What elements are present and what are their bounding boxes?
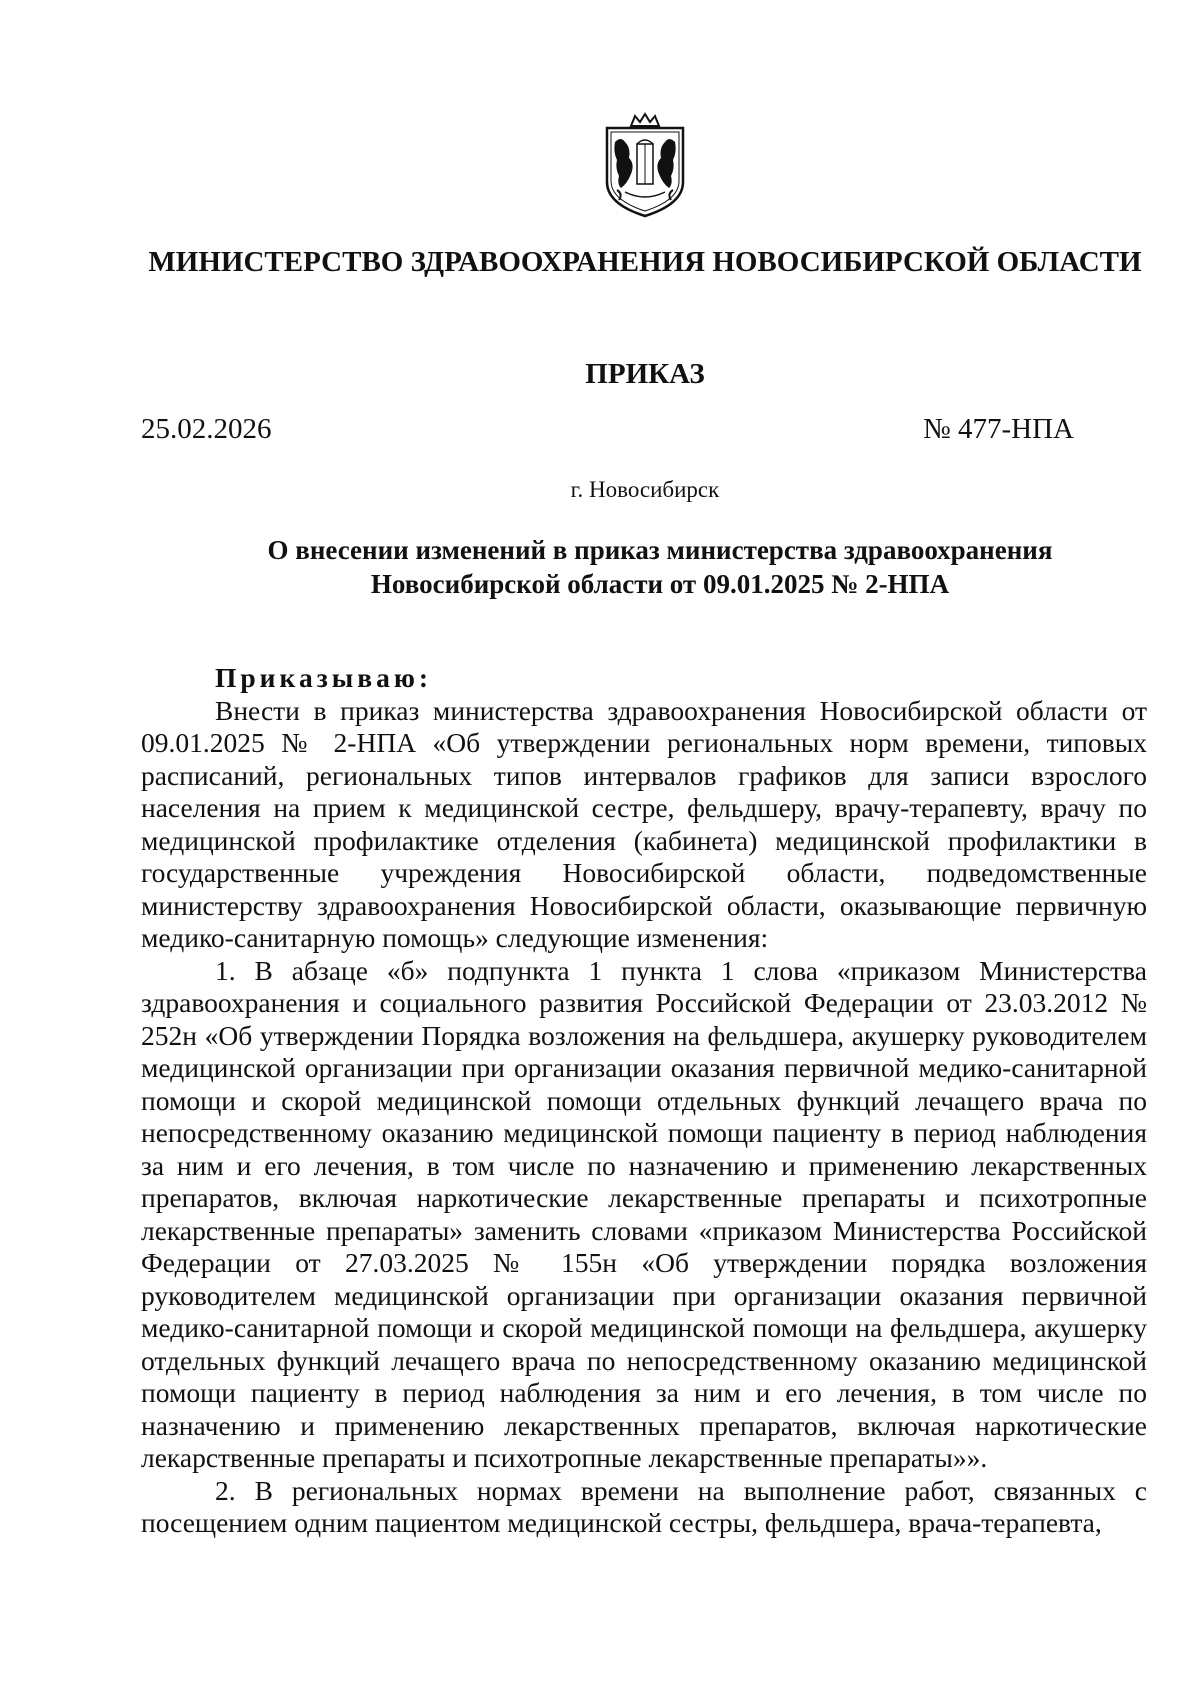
document-date: 25.02.2026 xyxy=(141,413,272,445)
intro-paragraph: Внести в приказ министерства здравоохранения Новосибирской области от 09.01.2025 № 2-НПА «Об утверждении региональных норм времени, типовых расписаний, региональных типов интервалов графиков для записи взрослого населения на прием к медицинской сестре, фельдшеру, врачу-терапевту, врачу по медицинской профилактике отделения (кабинета) медицинской профилактики в государственные учреждения Новосибирской области, подведомственные министерству здравоохранения Новосибирской области, оказывающие первичную медико-санитарную помощь» следующие изменения: xyxy=(141,694,1147,953)
document-number: № 477-НПА xyxy=(923,413,1074,445)
document-city: г. Новосибирск xyxy=(570,477,720,502)
document-body xyxy=(141,662,1147,1540)
subject-line-2: Новосибирской области от 09.01.2025 № 2-НПА xyxy=(370,569,950,599)
item-2-paragraph: 2. В региональных нормах времени на выполнение работ, связанных с посещением одним пациентом медицинской сестры, фельдшера, врача-терапевта, xyxy=(141,1474,1147,1538)
item-1-paragraph: 1. В абзаце «б» подпункта 1 пункта 1 слова «приказом Министерства здравоохранения и социального развития Российской Федерации от 23.03.2012 № 252н «Об утверждении Порядка возложения на фельдшера, акушерку руководителем медицинской организации при организации оказания первичной медико-санитарной помощи и скорой медицинской помощи отдельных функций лечащего врача по непосредственному оказанию медицинской помощи пациенту в период наблюдения за ним и его лечения, в том числе по назначению и применению лекарственных препаратов, включая наркотические лекарственные препараты и психотропные лекарственные препараты» заменить словами «приказом Министерства Российской Федерации от 27.03.2025 № 155н «Об утверждении порядка возложения руководителем медицинской организации при организации оказания первичной медико-санитарной помощи и скорой медицинской помощи на фельдшера, акушерку отдельных функций лечащего врача по непосредственному оказанию медицинской помощи пациенту в период наблюдения за ним и его лечения, в том числе по назначению и применению лекарственных препаратов, включая наркотические лекарственные препараты и психотропные лекарственные препараты»». xyxy=(141,954,1147,1473)
ministry-name: МИНИСТЕРСТВО ЗДРАВООХРАНЕНИЯ НОВОСИБИРСКОЙ ОБЛАСТИ xyxy=(148,246,1142,278)
decree-word: Приказываю: xyxy=(215,662,433,693)
coat-of-arms-icon xyxy=(601,112,689,220)
document-type: ПРИКАЗ xyxy=(585,358,705,390)
document-subject xyxy=(220,533,1100,601)
subject-line-1: О внесении изменений в приказ министерства здравоохранения xyxy=(267,535,1053,565)
